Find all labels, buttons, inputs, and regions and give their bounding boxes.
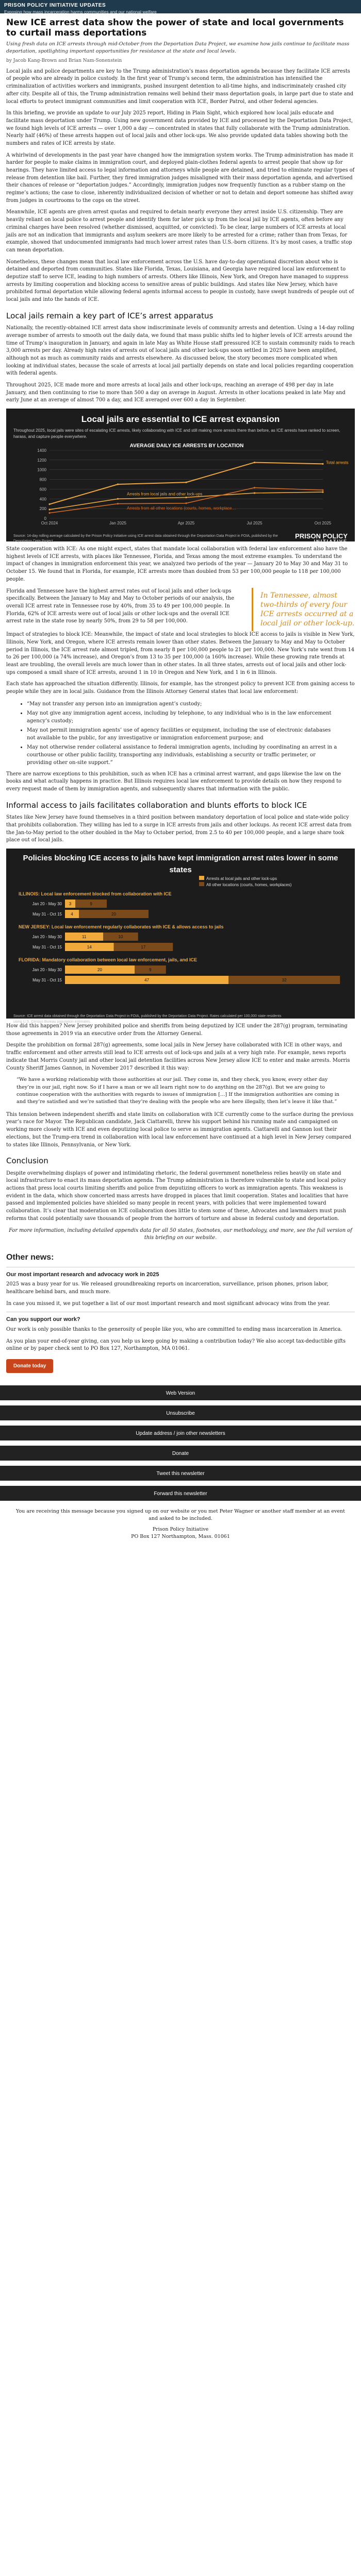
footer-org: Prison Policy Initiative [152,1526,209,1532]
paragraph: Meanwhile, ICE agents are given arrest quotas and required to detain nearly everyone they arrest inside U.S. citizenship. They are heavily reliant on local police to arrest people and identify them for later pick up from the local jail by ICE agents, often before any criminal charges have been resolved (whether dismissed, acquitted, or convicted). To be clear, large numbers of ICE arrests at local jails are not an indication that immigrants and asylum seekers are more likely to be arrested for a crime; rather than from Texas, for example, showed that undocumented immigrants had much lower arrest rates than U.S.-born citizens. It’s by most cases, a traffic stop can mean deportation. [6,209,352,253]
paragraph: In case you missed it, we put together a list of our most important research and most significant advocacy wins from the year. [6,1300,330,1307]
list-item: • “May not transfer any person into an immigration agent’s custody; [27,700,339,708]
data-point [322,489,323,490]
paragraph: State cooperation with ICE: As one might expect, states that mandate local collaboration with federal law enforcement also have the highest levels of ICE arrests, with places like Tennessee, Florida, and Texas among the most extreme examples. To understand the impact of changes in immigration enforcement this year, we analyzed two periods of the year — January 20 to May 30 and May 31 to October 15. We found that in Florida, for example, ICE arrests more than doubled from 53 per 100,000 people to 118 per 100,000 people. [6,546,348,582]
paragraph: This tension between independent sheriffs and state limits on collaboration with ICE currently come to the surface during the previous year’s race for Mayor. The Republican candidate, Jack Ciattarelli, threw his support behind his running mate and campaigned on working more closely with ICE and even deputizing local police to serve as immigration agents. Ciattarelli and Gannon lost their elections, but the Trump-era trend in collaboration with local law enforcement have continued at a high level in New Jersey compared to states like Illinois, Pennsylvania, or New York. [6,1111,354,1148]
series-annotation: Arrests from local jails and other lock-ups [127,492,203,497]
section-heading-informal-access: Informal access to jails facilitates collaboration and blunts efforts to block ICE [6,800,307,810]
figure-source: Source: 14-day rolling average calculated by the Prison Policy Initiative using ICE arrest data obtained through the Deportation Data Project in FOIA, published by the Deportation Data Project. [13,534,278,544]
forward-button[interactable]: Forward this newsletter [0,1486,361,1501]
y-tick-label: 1200 [37,457,46,463]
data-point [48,512,50,514]
footer-nav-buttons [0,1385,361,1501]
logo-line: POLICY [322,532,348,540]
category-label: Jan 20 - May 30 [32,902,62,907]
paragraph: Florida and Tennessee have the highest arrest rates out of local jails and other lock-ups specifically. Between the January to May and May to October periods of our analysis, the overall ICE arrest rate in Tennessee rose by 40%, from 35 to 49 per 100,000 people. In Florida, 62% of ICE arrests were out of local jails or other lock-ups and the overall ICE arrest rate in the state rose by nearly 50%, from 29 to 58 per 100,000. [6,588,235,624]
chart-title: AVERAGE DAILY ICE ARRESTS BY LOCATION [129,443,244,449]
figure-title: Policies blocking ICE access to jails have kept immigration arrest rates lower in some states [23,854,338,874]
newsletter-banner [0,0,361,13]
data-point [254,462,255,463]
figure-title: Local jails are essential to ICE arrest expansion [81,414,280,425]
bullet-list [27,700,339,767]
paragraph: Throughout 2025, ICE made more and more arrests at local jails and other lock-ups, reaching an average of 498 per day in late January, and then continuing to rise to more than 500 a day on average in August. Arrests in other locations peaked in late May and early June at an average of almost 700 a day, and ICE averaged over 600 a day in September. [6,382,346,403]
y-tick-label: 800 [39,477,46,482]
data-point [185,502,187,504]
donate-today-button[interactable]: Donate today [6,1359,53,1373]
data-point [185,481,187,483]
bar-chart [13,876,360,1010]
data-point [322,491,323,493]
data-point [254,492,255,494]
support-headline: Can you support our work? [6,1316,80,1323]
paragraph: There are narrow exceptions to this prohibition, such as when ICE has a criminal arrest warrant, and gaps likewise the law on the books and what actually happens in practice. But Illinois requires local law enforcement to provide details on how they respond to every request made of them by immigration agents, and subsequently shares that information with the public. [6,771,342,792]
bar-value-label: 17 [141,945,146,950]
x-tick-label: Jan 2025 [109,520,126,526]
paragraph: In this briefing, we provide an update to our July 2025 report, Hiding in Plain Sight, which explored how local jails educate and facilitate mass deportation under Trump. Using new government data provided by ICE and processed by the Deportation Data Project, we found high levels of ICE arrests — over 1,000 a day — concentrated in states that fully collaborate with the Trump administration. Nearly half (46%) of these arrests happen out of local jails and other lock-ups. We also provide updated data tables showing both the numbers and rates of ICE arrests by state. [6,110,353,146]
paragraph: Despite overwhelming displays of power and intimidating rhetoric, the federal government nonetheless relies heavily on state and local infrastructure to enact its mass deportation agenda. The Trump administration is therefore vulnerable to state and local policy actions that press local courts limiting sheriffs and police from deputizing officers to work as immigration agents. This weakness is evident in the data, which show concerted mass arrests have dropped in places that limit cooperation. States and localities that have passed and implemented policies have shielded so many people in recent years, with policies that were implemented toward collaboration. It’s clear that moderation on ICE collaboration does little to stem some of these, Advocates and lawmakers must push reforms that could potentially save thousands of people from the horrors of torture and abuse in federal custody and deportation. [6,1170,349,1222]
category-label: May 31 - Oct 15 [32,978,62,983]
series-annotation: Total arrests [326,460,349,465]
x-tick-label: Jul 2025 [247,520,262,526]
other-news-headline: Our most important research and advocacy work in 2025 [6,1271,159,1278]
x-tick-label: Oct 2024 [41,520,58,526]
pullquote: In Tennessee, almost two-thirds of every four ICE arrests occurred at a local jail or other lock-up. [252,588,355,632]
legend-swatch [199,882,204,886]
category-label: Jan 20 - May 30 [32,968,62,973]
footer-notice: You are receiving this message because you signed up on our website or you met Peter Wagner or another staff member at an event and asked to be included. [16,1509,345,1522]
update-address-button[interactable]: Update address / join other newsletters [0,1426,361,1440]
ppi-logo [295,533,348,545]
more-info-link[interactable]: For more information, including detailed appendix data for all 50 states, footnotes, our methodology, and more, see the full version of this briefing on our website. [9,1227,352,1241]
paragraph: Impact of strategies to block ICE: Meanwhile, the impact of state and local strategies to block ICE access to jails is visible in New York, Illinois, New York, and Oregon, where ICE arrests remain lower than other states. Between the January to May and May to October period in Illinois, the ICE arrest rate almost tripled, from nearly 8 per 100,000 people to 21 per 100,000. New York’s rate went from 14 to 26 per 100,000 (a 74% increase), and Oregon’s from 13 to 35 per 100,000 (a 160% increase). While these growing rate trends at least are troubling, the overall levels are much lower than in other states. In all three states, arrests out of local jails and other lock-ups composed a small share of ICE arrests, around 1 in 10 in Oregon and New York, and 1 in 6 in Illinois. [6,632,355,675]
paragraph: Despite the prohibition on formal 287(g) agreements, some local jails in New Jersey have collaborated with ICE in other ways, and traffic enforcement and other arrests still lead to ICE arrests out of lock-ups and jails at a very high rate. For example, news reports indicate that Morris County jail and other local jail detention facilities across New Jersey allow ICE to enter and make arrests. Morris County Sheriff James Gannon, in November 2017 described it this way: [6,1042,350,1071]
list-item: • May not permit immigration agents’ use of agency facilities or equipment, including the use of electronic databases not available to the public, for any investigative or immigration enforcement purpose; and [27,726,339,742]
data-point [254,487,255,488]
article-body [0,13,361,1242]
y-tick-label: 1400 [37,448,46,453]
list-item: • May not give any immigration agent access, including by telephone, to any individual who is in the law enforcement agency’s custody; [27,709,339,725]
category-label: May 31 - Oct 15 [32,912,62,917]
data-point [322,463,323,464]
blockquote: “We have a working relationship with those authorities at our jail. They come in, and they check, you know, every other day they’re in our jail, right now. So if I have a man or we all learn right now to do anything on the 287(g). But we are going to continue cooperation with the authorities with regards to issues of immigration […] If the immigration authorities are coming in and they’re satisfied and we’re satisfied that they’re dealing with the people who are here illegally, then let’s leave it like that.” [17,1077,339,1105]
web-version-button[interactable]: Web Version [0,1385,361,1400]
other-news [0,1246,361,1385]
unsubscribe-button[interactable]: Unsubscribe [0,1405,361,1420]
series-annotation: Arrests from all other locations (courts, homes, workplace… [127,505,236,511]
data-point [117,503,119,504]
figure-subtitle: Throughout 2025, local jails were sites of escalating ICE arrests, likely collaborating with ICE and still making more arrests there than before, as ICE arrests have ranked to screen, harass, and capture people everywhere. [13,428,340,439]
bar-value-label: 9 [90,902,92,907]
paragraph: As you plan your end-of-year giving, can you help us keep going by making a contribution today? We also accept tax-deductible gifts online or by paper check sent to PO Box 127, Northampton, MA 01061. [6,1338,346,1352]
y-tick-label: 400 [39,496,46,501]
article-headline: New ICE arrest data show the power of state and local governments to curtail mass deportations [6,18,344,39]
donate-button[interactable]: Donate [0,1446,361,1461]
footer-address: PO Box 127 Northampton, Mass. 01061 [131,1533,230,1539]
bar-value-label: 32 [282,978,287,983]
other-news-title: Other news: [6,1252,54,1262]
bar-value-label: 47 [144,978,150,983]
data-point [117,498,119,499]
other-news-section [6,1267,355,1308]
paragraph: Our work is only possible thanks to the generosity of people like you, who are committed to ending mass incarceration in America. [6,1326,342,1332]
paragraph: A whirlwind of developments in the past year have changed how the immigration system works. The Trump administration has made it harder for people to make claims in immigration court, and deployed plain-clothes federal agents to arrest people that show up for hearings. They have limited access to legal information and attorneys while people are detained, and tried to eliminate regular types of release from detention like bail. Further, they fired immigration judges misaligned with their mass deportation agenda, and advertised their chances of release or “deportation judges.” Accordingly, immigration judges now frequently function as a rubber stamp on the regime’s actions; the case to close, inherently individualized decision of whether or not to detain and deport someone has shifted away from judges in courtrooms to the cops on the street. [6,152,355,204]
y-tick-label: 0 [44,516,46,521]
footer [0,1506,361,1543]
panel-heading: NEW JERSEY: Local law enforcement regularly collaborates with ICE & allows access to jails [19,924,224,930]
data-point [185,496,187,498]
list-item: • May not otherwise render collateral assistance to federal immigration agents, including by coordinating an arrest in a courthouse or other public facility, transporting any individuals, establishing a security or traffic perimeter, or providing other on-site support.” [27,743,339,767]
paragraph: Each state has approached the situation differently. Illinois, for example, has the strongest policy to prevent ICE from gaining access to people while they are in local jails. Guidance from the Illinois Attorney General states that local law enforcement: [6,681,355,695]
legend-label: Arrests at local jails and other lock-ups [206,876,277,882]
paragraph: States like New Jersey have found themselves in a third position between mandatory deportation of local police and state-wide policy that prohibits collaboration. They willing has led to a surge in ICE arrests from jails and other lockups. As recent ICE arrest data from the Jan-to-May period to the other doubled in the May to October period, from 2.5 to 40 per 100,000 people, and a large share took place out of local jails. [6,815,352,843]
bar-value-label: 20 [97,968,102,973]
y-tick-label: 1000 [37,467,46,472]
paragraph: 2025 was a busy year for us. We released groundbreaking reports on incarceration, surveillance, prison phones, prison labor, healthcare behind bars, and much more. [6,1281,329,1295]
y-tick-label: 200 [39,506,46,511]
section-heading-local-jails: Local jails remain a key part of ICE’s arrest apparatus [6,311,214,320]
paragraph: How did this happen? New Jersey prohibited police and sheriffs from being deputized by ICE under the 287(g) program, terminating those agreements in 2019 via an executive order from the Attorney General. [6,1023,348,1037]
x-tick-label: Oct 2025 [314,520,332,526]
data-point [48,509,50,510]
byline[interactable]: by Jacob Kang-Brown and Brian Nam-Sonenstein [6,58,122,64]
data-point [48,503,50,505]
paragraph: Local jails and police departments are key to the Trump administration’s mass deportation agenda because they facilitate ICE arrests of people who are already in police custody. In the first year of Trump’s second term, the administration has intensified the criminalization of activities workers and immigrants, pushed insurgent detention to all-time highs, and indiscriminately crashed city after city. Despite all of this, the Trump administration remains well behind their mass deportation goals, in large part due to state and local efforts to protect immigrant communities and limit cooperation with ICE, Border Patrol, and other federal agencies. [6,68,354,105]
section-heading-conclusion: Conclusion [6,1156,48,1166]
line-chart [13,442,360,530]
figure-state-policies-chart[interactable] [6,849,355,1024]
bar-value-label: 3 [69,902,72,907]
paragraph: Nationally, the recently-obtained ICE arrest data show indiscriminate levels of community arrests and detention. Using a 14-day rolling average number of arrests to smooth out the daily data, we found that mass public shifts led to higher levels of ICE arrests around the time of Trump’s inauguration in January, and again in late May as White House staff pressured ICE to sustain community raids to reach 3,000 arrests per day. Already high rates of arrests out of local jails and other lock-ups soon settled in 2025 have been amplified, although not as much as community raids and arrests elsewhere. As discussed below, the story becomes more complicated when looking at individual states, because the scale of arrests at local jail partially depends on state and local policies regarding cooperation with federal agents. [6,325,355,377]
banner-title: PRISON POLICY INITIATIVE UPDATES [4,3,106,8]
article-dek: Using fresh data on ICE arrests through mid-October from the Deportation Data Project, we examine how jails continue to facilitate mass deportation, spotlighting important opportunities for resistance at the state and local levels. [6,41,350,55]
logo-line: INITIATIVE [314,539,348,545]
y-tick-label: 600 [39,487,46,492]
data-point [117,483,119,485]
figure-local-jails-chart[interactable] [6,409,355,545]
bar-value-label: 10 [118,935,123,940]
legend-label: All other locations (courts, homes, workplaces) [206,883,292,888]
category-label: May 31 - Oct 15 [32,945,62,950]
bar-value-label: 20 [111,912,116,917]
tweet-button[interactable]: Tweet this newsletter [0,1466,361,1481]
support-section [6,1312,355,1376]
legend-swatch [199,876,204,880]
logo-line: PRISON [295,532,321,540]
x-tick-label: Apr 2025 [177,520,195,526]
bar-value-label: 4 [71,912,73,917]
paragraph-with-pullquote [6,588,355,632]
panel-heading: FLORIDA: Mandatory collaboration between local law enforcement, jails, and ICE [19,957,198,963]
banner-subtitle: Exposing how mass incarceration harms communities and our national welfare [4,9,157,14]
bar-value-label: 9 [149,968,152,973]
category-label: Jan 20 - May 30 [32,935,62,940]
panel-heading: ILLINOIS: Local law enforcement blocked from collaboration with ICE [19,891,172,897]
bar-value-label: 11 [81,935,87,940]
paragraph: Nonetheless, these changes mean that local law enforcement across the U.S. have day-to-day operational discretion about who is detained and deported from communities. States like Florida, Texas, Louisiana, and Georgia have required local law enforcement to deputize staff to serve ICE, leading to high numbers of arrests. Others like Illinois, New York, and Oregon have managed to suppress arrests by limiting cooperation and blocking access to sensitive areas of public buildings. And states like New Jersey, which have prohibited formal deportation while allowing federal agents informal access to people in custody, have swept hundreds of people out of local jails and into the hands of ICE. [6,259,354,303]
bar-value-label: 14 [87,945,92,950]
figure-source: Source: ICE arrest data obtained through the Deportation Data Project in FOIA, published by the Deportation Data Project. Rates calculated per 100,000 state residents using U.S. Census Bureau population estimates. [13,1014,282,1024]
